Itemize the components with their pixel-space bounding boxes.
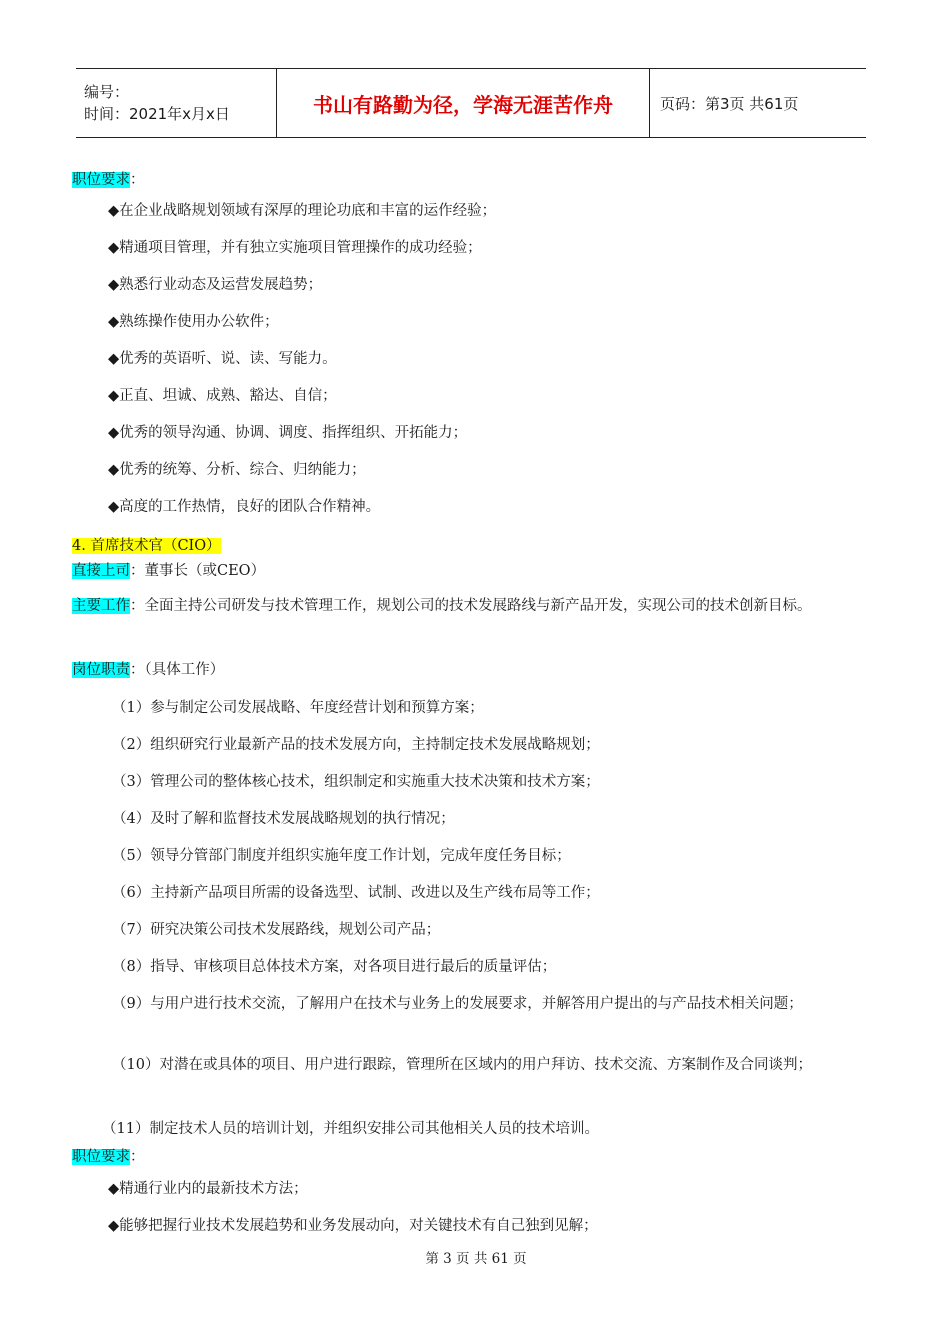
duty-item: （2）组织研究行业最新产品的技术发展方向，主持制定技术发展战略规划；	[112, 737, 600, 753]
req1-item: ◆优秀的领导沟通、协调、调度、指挥组织、开拓能力；	[108, 425, 468, 441]
req1-colon: ：	[130, 172, 145, 188]
duty-item: （4）及时了解和监督技术发展战略规划的执行情况；	[112, 811, 455, 827]
duty-item: （1）参与制定公司发展战略、年度经营计划和预算方案；	[112, 700, 484, 716]
header-motto: 书山有路勤为径，学海无涯苦作舟	[277, 69, 650, 137]
req1-label: 职位要求	[72, 172, 130, 188]
req2-colon: ：	[130, 1149, 145, 1165]
duty-row	[72, 658, 224, 679]
req2-item: ◆能够把握行业技术发展趋势和业务发展动向，对关键技术有自己独到见解；	[108, 1218, 598, 1234]
main-value: ：全面主持公司研发与技术管理工作，规划公司的技术发展路线与新产品开发，实现公司的技术创新目标。	[130, 598, 812, 614]
duty-item: （9）与用户进行技术交流，了解用户在技术与业务上的发展要求，并解答用户提出的与产品技术相关问题；	[112, 996, 803, 1012]
page-header	[76, 68, 866, 138]
duty-item: （5）领导分管部门制度并组织实施年度工作计划，完成年度任务目标；	[112, 848, 571, 864]
duty-item: （10）对潜在或具体的项目、用户进行跟踪，管理所在区域内的用户拜访、技术交流、方案制作及合同谈判；	[112, 1057, 812, 1073]
header-left-cell	[76, 69, 277, 137]
req1-heading	[72, 168, 145, 189]
req1-item: ◆精通项目管理，并有独立实施项目管理操作的成功经验；	[108, 240, 482, 256]
header-page-label: 页码：第3页 共61页	[660, 94, 799, 113]
req2-label: 职位要求	[72, 1149, 130, 1165]
req2-heading	[72, 1145, 145, 1166]
req1-item: ◆熟悉行业动态及运营发展趋势；	[108, 277, 323, 293]
boss-row	[72, 559, 265, 580]
boss-label: 直接上司	[72, 563, 130, 579]
duty-item: （7）研究决策公司技术发展路线，规划公司产品；	[112, 922, 441, 938]
duty-item: （11）制定技术人员的培训计划，并组织安排公司其他相关人员的技术培训。	[102, 1121, 599, 1137]
duty-label: 岗位职责	[72, 662, 130, 678]
footer-page-number: 第 3 页 共 61 页	[425, 1251, 527, 1267]
req2-item: ◆精通行业内的最新技术方法；	[108, 1181, 308, 1197]
header-number-label: 编号：	[84, 83, 130, 101]
cio-title	[72, 534, 221, 555]
req1-item: ◆优秀的统筹、分析、综合、归纳能力；	[108, 462, 366, 478]
req1-item: ◆高度的工作热情，良好的团队合作精神。	[108, 499, 381, 515]
req1-item: ◆正直、坦诚、成熟、豁达、自信；	[108, 388, 337, 404]
duty-value: ：（具体工作）	[130, 662, 225, 678]
header-time-label: 时间：2021年x月x日	[84, 105, 230, 123]
req1-item: ◆优秀的英语听、说、读、写能力。	[108, 351, 337, 367]
req1-item: ◆熟练操作使用办公软件；	[108, 314, 279, 330]
duty-item: （8）指导、审核项目总体技术方案，对各项目进行最后的质量评估；	[112, 959, 557, 975]
main-label: 主要工作	[72, 598, 130, 614]
duty-item: （3）管理公司的整体核心技术，组织制定和实施重大技术决策和技术方案；	[112, 774, 600, 790]
page-footer	[0, 1247, 950, 1267]
boss-value: ：董事长（或CEO）	[130, 563, 266, 579]
duty-item: （6）主持新产品项目所需的设备选型、试制、改进以及生产线布局等工作；	[112, 885, 600, 901]
req1-item: ◆在企业战略规划领域有深厚的理论功底和丰富的运作经验；	[108, 203, 497, 219]
main-work-row	[72, 594, 868, 619]
cio-title-text: 4. 首席技术官（CIO）	[72, 538, 221, 554]
